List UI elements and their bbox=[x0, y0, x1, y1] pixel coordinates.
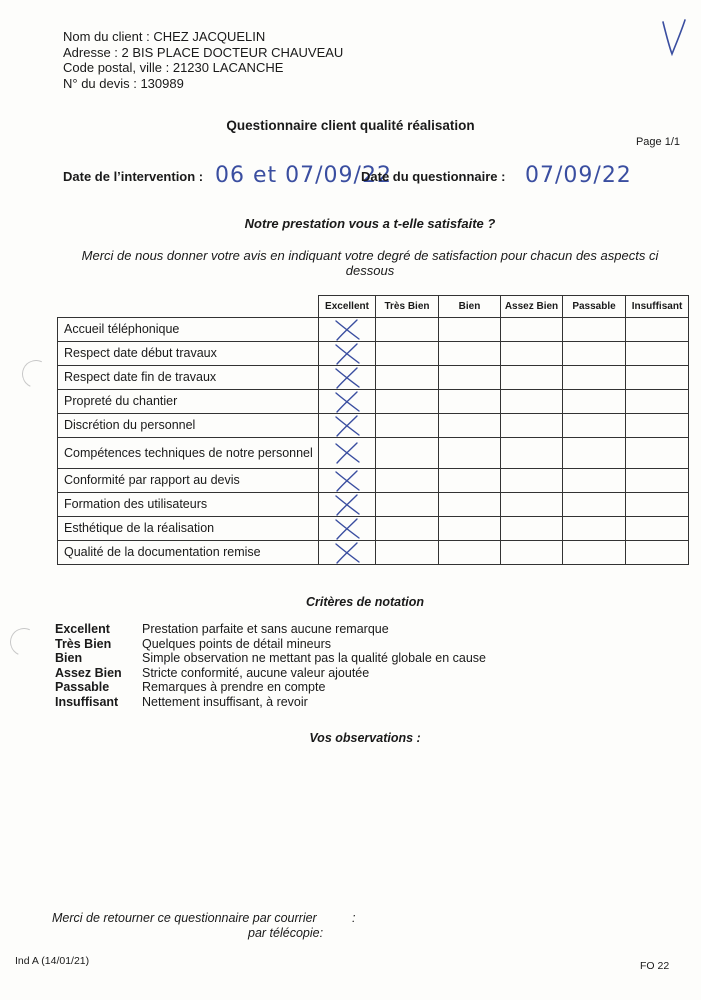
rating-cell[interactable] bbox=[626, 493, 689, 517]
return-instructions bbox=[52, 911, 356, 941]
rating-cell[interactable] bbox=[626, 541, 689, 565]
rating-cell[interactable] bbox=[376, 342, 439, 366]
intervention-date-label: Date de l’intervention : bbox=[63, 169, 204, 184]
intervention-date-value: 06 et 07/09/22 bbox=[215, 163, 392, 188]
legend-key: Insuffisant bbox=[55, 694, 119, 709]
rating-cell[interactable] bbox=[501, 342, 563, 366]
rating-cell[interactable] bbox=[319, 366, 376, 390]
intro-text: Merci de nous donner votre avis en indiquant votre degré de satisfaction pour chacun des aspects ci dessous bbox=[81, 248, 659, 278]
legend-row bbox=[55, 680, 486, 695]
rating-cell[interactable] bbox=[563, 517, 626, 541]
client-info bbox=[63, 29, 343, 91]
rating-cell[interactable] bbox=[376, 390, 439, 414]
rating-cell[interactable] bbox=[626, 438, 689, 469]
legend-key: Passable bbox=[55, 680, 110, 695]
rating-cell[interactable] bbox=[439, 414, 501, 438]
client-name: Nom du client : CHEZ JACQUELIN bbox=[63, 29, 266, 44]
cross-mark-icon bbox=[332, 517, 362, 541]
rating-cell[interactable] bbox=[376, 438, 439, 469]
rating-cell[interactable] bbox=[439, 493, 501, 517]
rating-cell[interactable] bbox=[563, 493, 626, 517]
column-header-passable: Passable bbox=[563, 296, 626, 318]
rating-cell[interactable] bbox=[501, 541, 563, 565]
cross-mark-icon bbox=[332, 493, 362, 517]
satisfaction-table bbox=[57, 295, 689, 565]
cross-mark-icon bbox=[332, 441, 362, 465]
table-row bbox=[58, 390, 689, 414]
legend-row bbox=[55, 651, 486, 666]
column-header-assez-bien: Assez Bien bbox=[501, 296, 563, 318]
rating-cell[interactable] bbox=[501, 318, 563, 342]
rating-cell[interactable] bbox=[376, 517, 439, 541]
rating-cell[interactable] bbox=[626, 390, 689, 414]
table-row bbox=[58, 438, 689, 469]
legend-key: Bien bbox=[55, 651, 83, 666]
notation-title: Critères de notation bbox=[305, 595, 425, 609]
legend-row bbox=[55, 695, 486, 710]
cross-mark-icon bbox=[332, 469, 362, 493]
table-header-blank bbox=[58, 296, 319, 318]
cross-mark-icon bbox=[332, 414, 362, 438]
cross-mark-icon bbox=[332, 342, 362, 366]
cross-mark-icon bbox=[332, 390, 362, 414]
rating-cell[interactable] bbox=[319, 469, 376, 493]
cross-mark-icon bbox=[332, 541, 362, 565]
criterion-label: Respect date fin de travaux bbox=[58, 366, 319, 390]
legend-key: Assez Bien bbox=[55, 665, 122, 680]
rating-cell[interactable] bbox=[626, 366, 689, 390]
rating-cell[interactable] bbox=[439, 390, 501, 414]
legend-desc: Stricte conformité, aucune valeur ajoutée bbox=[142, 665, 370, 680]
column-header-excellent: Excellent bbox=[319, 296, 376, 318]
rating-cell[interactable] bbox=[563, 390, 626, 414]
table-row bbox=[58, 342, 689, 366]
client-address: Adresse : 2 BIS PLACE DOCTEUR CHAUVEAU bbox=[63, 44, 344, 60]
document-title: Questionnaire client qualité réalisation bbox=[226, 118, 475, 133]
criterion-label: Propreté du chantier bbox=[58, 390, 319, 414]
table-row bbox=[58, 469, 689, 493]
table-row bbox=[58, 493, 689, 517]
questionnaire-date-label: Date du questionnaire : bbox=[361, 169, 506, 184]
rating-cell[interactable] bbox=[501, 414, 563, 438]
table-header-row bbox=[58, 296, 689, 318]
table-row bbox=[58, 366, 689, 390]
rating-cell[interactable] bbox=[439, 517, 501, 541]
criterion-label: Discrétion du personnel bbox=[58, 414, 319, 438]
legend-row bbox=[55, 666, 486, 681]
rating-cell[interactable] bbox=[501, 469, 563, 493]
table-row bbox=[58, 414, 689, 438]
column-header-tres-bien: Très Bien bbox=[376, 296, 439, 318]
criterion-label: Conformité par rapport au devis bbox=[58, 469, 319, 493]
rating-cell[interactable] bbox=[563, 414, 626, 438]
return-line-fax: par télécopie: bbox=[248, 926, 324, 940]
rating-cell[interactable] bbox=[319, 517, 376, 541]
questionnaire-date-value: 07/09/22 bbox=[525, 163, 632, 188]
rating-cell[interactable] bbox=[439, 342, 501, 366]
rating-cell[interactable] bbox=[439, 541, 501, 565]
rating-cell[interactable] bbox=[319, 318, 376, 342]
revision-index: Ind A (14/01/21) bbox=[15, 955, 90, 967]
legend-key: Excellent bbox=[55, 622, 110, 636]
legend-desc: Simple observation ne mettant pas la qualité globale en cause bbox=[142, 651, 486, 666]
return-line-mail: Merci de retourner ce questionnaire par courrier bbox=[52, 911, 317, 925]
rating-cell[interactable] bbox=[563, 318, 626, 342]
rating-cell[interactable] bbox=[376, 414, 439, 438]
observations-title: Vos observations : bbox=[309, 731, 421, 745]
rating-cell[interactable] bbox=[439, 318, 501, 342]
rating-cell[interactable] bbox=[501, 366, 563, 390]
handwritten-v-mark bbox=[660, 18, 688, 58]
criterion-label: Respect date début travaux bbox=[58, 342, 319, 366]
rating-cell[interactable] bbox=[319, 414, 376, 438]
dates-row bbox=[63, 163, 683, 193]
rating-cell[interactable] bbox=[501, 493, 563, 517]
rating-cell[interactable] bbox=[439, 469, 501, 493]
legend-row bbox=[55, 622, 486, 637]
table-row bbox=[58, 318, 689, 342]
quote-number: N° du devis : 130989 bbox=[63, 75, 184, 91]
rating-cell[interactable] bbox=[501, 390, 563, 414]
legend-row bbox=[55, 637, 486, 652]
rating-cell[interactable] bbox=[626, 318, 689, 342]
rating-cell[interactable] bbox=[439, 366, 501, 390]
rating-cell[interactable] bbox=[563, 438, 626, 469]
section-subtitle: Notre prestation vous a t-elle satisfaite ? bbox=[244, 216, 496, 231]
return-colon: : bbox=[352, 911, 356, 925]
rating-cell[interactable] bbox=[319, 390, 376, 414]
rating-cell[interactable] bbox=[563, 541, 626, 565]
column-header-insuffisant: Insuffisant bbox=[626, 296, 689, 318]
client-postal-code: Code postal, ville : 21230 LACANCHE bbox=[63, 60, 284, 75]
legend-desc: Nettement insuffisant, à revoir bbox=[142, 694, 308, 709]
rating-cell[interactable] bbox=[563, 366, 626, 390]
criterion-label: Esthétique de la réalisation bbox=[58, 517, 319, 541]
form-number: FO 22 bbox=[640, 960, 670, 972]
cross-mark-icon bbox=[332, 318, 362, 342]
rating-cell[interactable] bbox=[376, 318, 439, 342]
column-header-bien: Bien bbox=[439, 296, 501, 318]
punch-hole-mark bbox=[6, 624, 42, 660]
rating-cell[interactable] bbox=[376, 366, 439, 390]
rating-cell[interactable] bbox=[319, 493, 376, 517]
rating-cell[interactable] bbox=[376, 493, 439, 517]
rating-cell[interactable] bbox=[563, 469, 626, 493]
table-row bbox=[58, 517, 689, 541]
criterion-label: Qualité de la documentation remise bbox=[58, 541, 319, 565]
cross-mark-icon bbox=[332, 366, 362, 390]
rating-cell[interactable] bbox=[626, 469, 689, 493]
rating-cell[interactable] bbox=[376, 469, 439, 493]
legend-desc: Remarques à prendre en compte bbox=[142, 680, 326, 695]
legend-desc: Prestation parfaite et sans aucune remarque bbox=[142, 622, 389, 636]
rating-cell[interactable] bbox=[626, 517, 689, 541]
legend-key: Très Bien bbox=[55, 636, 112, 651]
rating-cell[interactable] bbox=[319, 438, 376, 469]
rating-cell[interactable] bbox=[626, 414, 689, 438]
rating-cell[interactable] bbox=[563, 342, 626, 366]
rating-cell[interactable] bbox=[501, 438, 563, 469]
table-row bbox=[58, 541, 689, 565]
rating-cell[interactable] bbox=[376, 541, 439, 565]
rating-cell[interactable] bbox=[439, 438, 501, 469]
rating-cell[interactable] bbox=[501, 517, 563, 541]
criterion-label: Compétences techniques de notre personnel bbox=[58, 438, 319, 469]
rating-cell[interactable] bbox=[319, 342, 376, 366]
page-number: Page 1/1 bbox=[635, 136, 680, 148]
rating-cell[interactable] bbox=[319, 541, 376, 565]
criterion-label: Formation des utilisateurs bbox=[58, 493, 319, 517]
punch-hole-mark bbox=[18, 356, 54, 392]
rating-cell[interactable] bbox=[626, 342, 689, 366]
notation-legend bbox=[55, 622, 486, 710]
criterion-label: Accueil téléphonique bbox=[58, 318, 319, 342]
legend-desc: Quelques points de détail mineurs bbox=[142, 636, 332, 651]
